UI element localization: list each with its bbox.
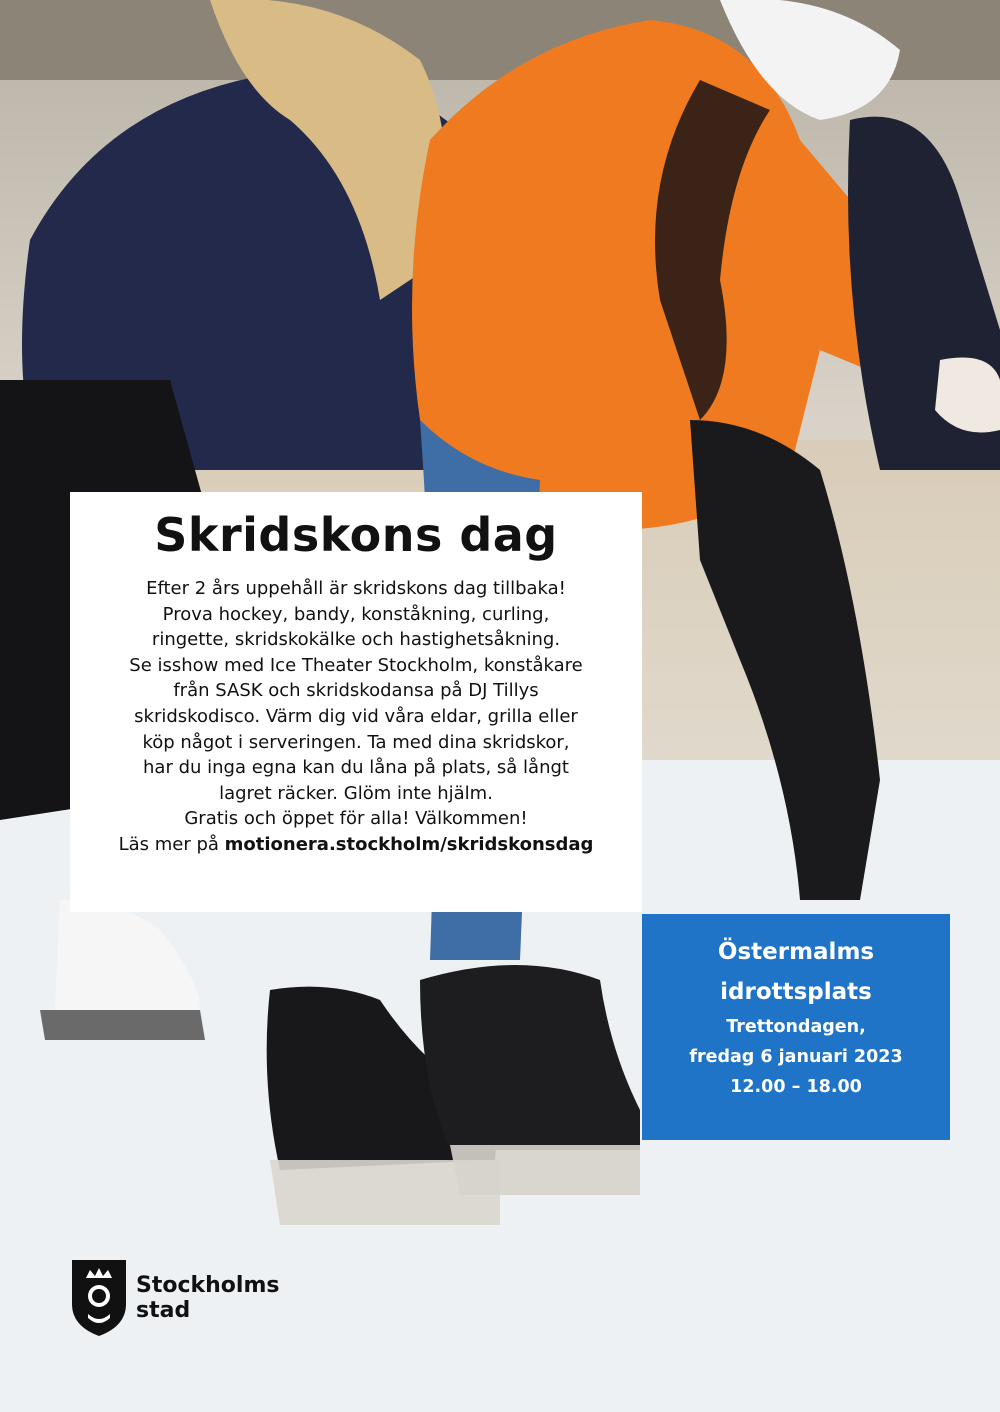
venue-line-1: Östermalms — [717, 939, 875, 965]
logo-wordmark — [136, 1273, 279, 1323]
stockholms-stad-logo — [70, 1258, 279, 1338]
body-line: Efter 2 års uppehåll är skridskons dag tillbaka! — [146, 578, 566, 599]
read-more-link[interactable]: motionera.stockholm/skridskonsdag — [224, 833, 594, 855]
body-line: köp något i serveringen. Ta med dina skridskor, — [142, 731, 570, 753]
body-line: Se isshow med Ice Theater Stockholm, konståkare — [129, 654, 583, 676]
event-info-box — [642, 914, 950, 1140]
poster-title: Skridskons dag — [154, 508, 558, 562]
info-card — [70, 492, 642, 912]
body-line: skridskodisco. Värm dig vid våra eldar, grilla eller — [134, 705, 578, 727]
read-more-prefix: Läs mer på — [118, 833, 225, 855]
right-skate-blade — [450, 1145, 640, 1195]
venue-line-2: idrottsplats — [720, 979, 872, 1005]
body-line: Prova hockey, bandy, konståkning, curling, — [162, 603, 550, 625]
body-line: Gratis och öppet för alla! Välkommen! — [184, 808, 528, 830]
event-day: Trettondagen, — [726, 1017, 866, 1037]
event-time: 12.00 – 18.00 — [730, 1077, 862, 1097]
body-line: från SASK och skridskodansa på DJ Tillys — [173, 680, 539, 702]
city-crest-icon — [70, 1258, 128, 1338]
figure-skate-blade — [40, 1010, 205, 1040]
event-date: fredag 6 januari 2023 — [689, 1047, 903, 1067]
logo-line-2: stad — [136, 1298, 191, 1323]
body-line: ringette, skridskokälke och hastighetsåkning. — [151, 629, 561, 651]
logo-line-1: Stockholms — [136, 1273, 280, 1298]
read-more-line — [82, 832, 630, 858]
body-line: har du inga egna kan du låna på plats, så långt — [143, 757, 569, 779]
body-line: lagret räcker. Glöm inte hjälm. — [219, 782, 493, 804]
